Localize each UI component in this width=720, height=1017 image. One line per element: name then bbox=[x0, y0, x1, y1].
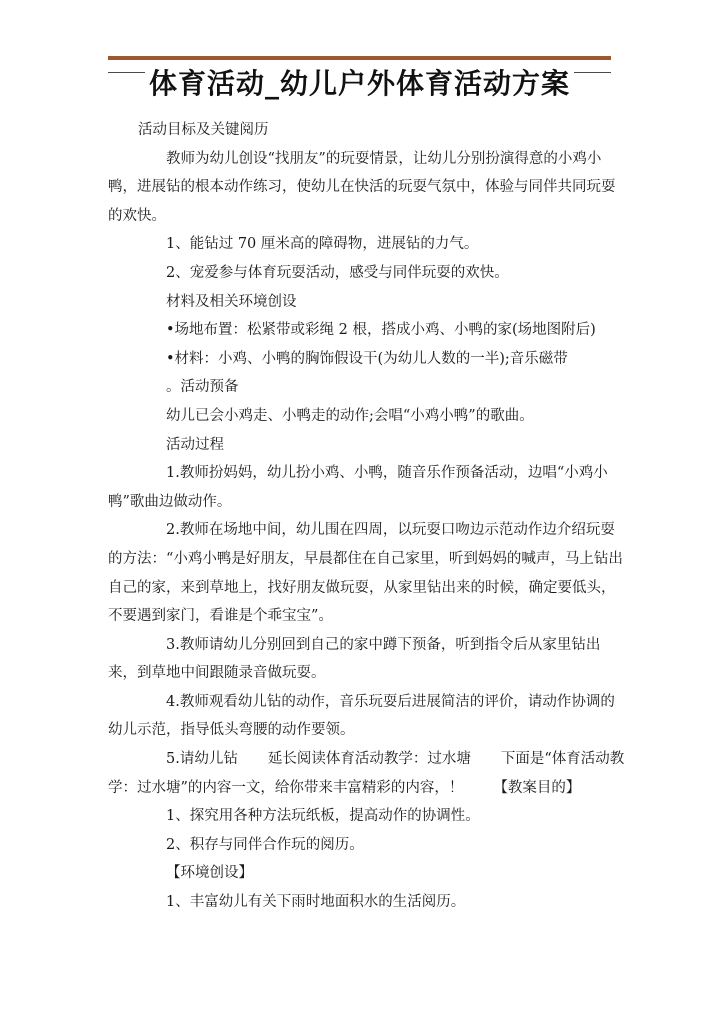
bullet-item: •场地布置：松紧带或彩绳 2 根，搭成小鸡、小鸭的家(场地图附后) bbox=[166, 322, 596, 339]
paragraph: 3.教师请幼儿分别回到自己的家中蹲下预备，听到指令后从家里钻出来，到草地中间跟随录音做玩耍。 bbox=[108, 636, 601, 682]
paragraph: 4.教师观看幼儿钻的动作，音乐玩耍后进展简洁的评价，请动作协调的幼儿示范，指导低头弯腰的动作要领。 bbox=[108, 693, 615, 739]
paragraph bbox=[108, 745, 628, 802]
section-heading: 。活动预备 bbox=[166, 379, 239, 396]
list-item: 2、积存与同伴合作玩的阅历。 bbox=[166, 836, 364, 853]
document-title bbox=[108, 66, 611, 102]
title-text: 体育活动_幼儿户外体育活动方案 bbox=[145, 67, 574, 100]
paragraph: 教师为幼儿创设“找朋友”的玩耍情景，让幼儿分别扮演得意的小鸡小鸭，进展钻的根本动作练习，使幼儿在快活的玩耍气氛中，体验与同伴共同玩耍的欢快。 bbox=[108, 150, 616, 224]
section-heading: 活动目标及关键阅历 bbox=[138, 122, 269, 138]
paragraph-part: 下面是“体育活动教学：过水塘”的内容一文，给你带来丰富精彩的内容，！ bbox=[108, 751, 625, 796]
paragraph-part: 延长阅读体育活动教学：过水塘 bbox=[267, 751, 471, 768]
list-item: 1、探究用各种方法玩纸板，提高动作的协调性。 bbox=[166, 808, 480, 825]
list-item: 1、能钻过 70 厘米高的障碍物，进展钻的力气。 bbox=[166, 236, 479, 253]
section-heading: 活动过程 bbox=[166, 436, 224, 453]
paragraph-part: 【教案目的】 bbox=[493, 779, 581, 796]
paragraph: 幼儿已会小鸡走、小鸭走的动作;会唱“小鸡小鸭”的歌曲。 bbox=[166, 407, 534, 424]
section-heading: 材料及相关环境创设 bbox=[166, 293, 297, 310]
bullet-item: •材料：小鸡、小鸭的胸饰假设干(为幼儿人数的一半);音乐磁带 bbox=[166, 350, 568, 367]
paragraph: 2.教师在场地中间，幼儿围在四周，以玩耍口吻边示范动作边介绍玩耍的方法：“小鸡小鸭是好朋友，早晨都住在自己家里，听到妈妈的喊声，马上钻出自己的家，来到草地上，找好朋友做玩耍，从家里钻出来的时候，确定要低头，不要遇到家门，看谁是个乖宝宝”。 bbox=[108, 522, 623, 625]
document-body bbox=[108, 116, 628, 917]
paragraph-part: 5.请幼儿钻 bbox=[166, 751, 238, 768]
paragraph: 1.教师扮妈妈，幼儿扮小鸡、小鸭，随音乐作预备活动，边唱“小鸡小鸭”歌曲边做动作。 bbox=[108, 465, 608, 510]
list-item: 1、丰富幼儿有关下雨时地面积水的生活阅历。 bbox=[166, 894, 466, 911]
header-rule-thick bbox=[108, 56, 611, 60]
section-heading: 【环境创设】 bbox=[166, 865, 253, 882]
list-item: 2、宠爱参与体育玩耍活动，感受与同伴玩耍的欢快。 bbox=[166, 264, 509, 281]
